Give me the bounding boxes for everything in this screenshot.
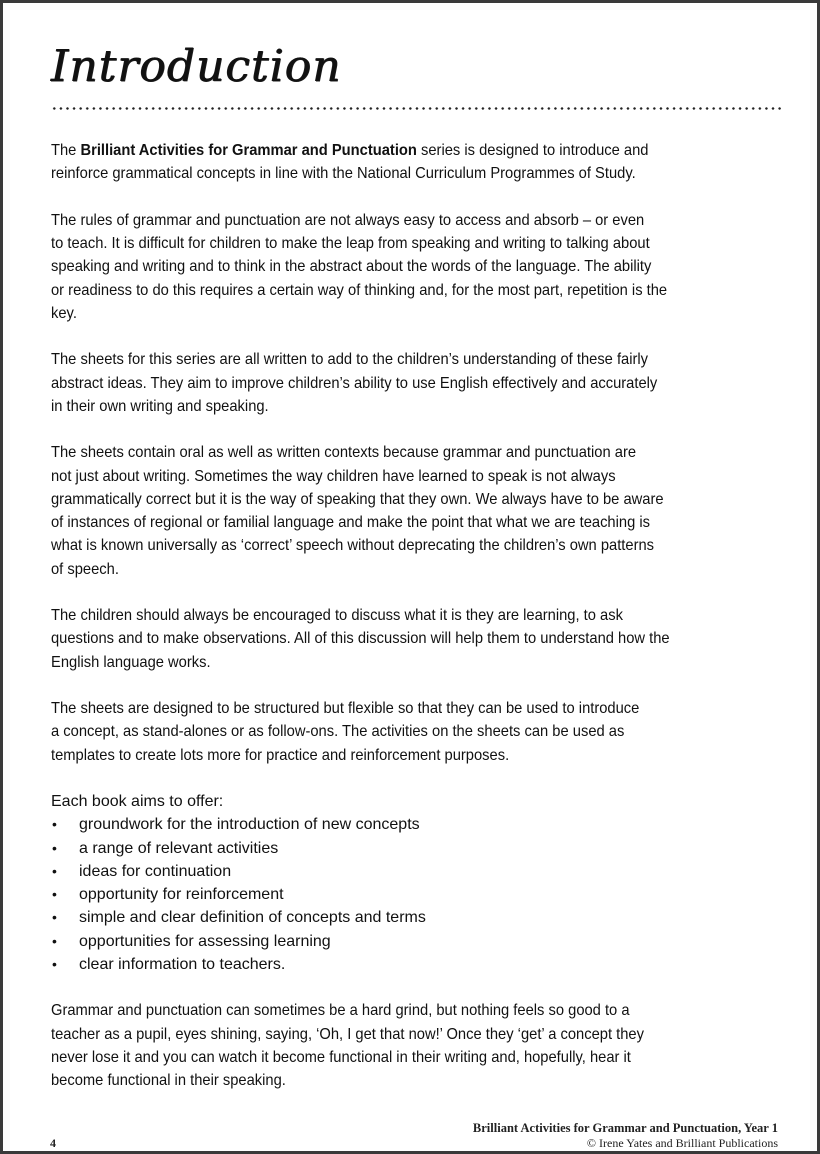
paragraph-line — [51, 558, 791, 581]
list-item — [51, 883, 791, 906]
paragraph-line — [51, 441, 791, 464]
text-run: The children should always be encouraged to discuss what it is they are learning, to ask — [51, 607, 623, 624]
text-run: English language works. — [51, 653, 211, 671]
text-run: abstract ideas. They aim to improve children’s ability to use English effectively and accurately — [51, 374, 658, 392]
text-run: of speech. — [51, 560, 119, 578]
paragraph-closing — [51, 999, 791, 1092]
footer-credits — [473, 1121, 778, 1151]
paragraph-line — [51, 372, 791, 395]
list-intro: Each book aims to offer: — [51, 793, 224, 810]
list-section — [51, 790, 791, 976]
text-run: a concept, as stand-alones or as follow-ons. The activities on the sheets can be used as — [51, 723, 625, 741]
text-run: The — [51, 142, 81, 159]
paragraph-line — [51, 1023, 791, 1046]
paragraph-line — [51, 744, 791, 767]
footer-copyright: © Irene Yates and Brilliant Publications — [586, 1136, 778, 1150]
bullet-icon: • — [52, 839, 57, 856]
bullet-icon: • — [52, 932, 57, 949]
text-run: The sheets contain oral as well as written contexts because grammar and punctuation are — [51, 444, 637, 462]
paragraph-line — [51, 465, 791, 488]
paragraph-line — [51, 697, 791, 720]
paragraph-line — [51, 209, 791, 232]
paragraph-line — [51, 627, 791, 650]
bullet-list — [51, 813, 791, 976]
text-run: or readiness to do this requires a certain way of thinking and, for the most part, repetition is the — [51, 281, 668, 299]
paragraph-sheets-series — [51, 348, 791, 418]
page-number: 4 — [50, 1136, 56, 1150]
paragraph-line — [51, 720, 791, 743]
text-run: what is known universally as ‘correct’ speech without deprecating the children’s own patterns — [51, 537, 655, 555]
paragraph-line — [51, 255, 791, 278]
list-item-text: a range of relevant activities — [79, 839, 279, 857]
list-item — [51, 813, 791, 836]
paragraph-line — [51, 162, 791, 185]
footer-book-title: Brilliant Activities for Grammar and Punctuation, Year 1 — [472, 1121, 778, 1135]
paragraph-line — [51, 232, 791, 255]
paragraph-line — [51, 534, 791, 557]
bullet-icon: • — [52, 955, 57, 972]
text-run: The rules of grammar and punctuation are not always easy to access and absorb – or even — [51, 211, 645, 229]
paragraph-discussion — [51, 604, 791, 674]
paragraph-line — [51, 999, 791, 1022]
bullet-icon: • — [52, 862, 57, 879]
bullet-icon: • — [52, 909, 57, 926]
list-item — [51, 953, 791, 976]
paragraph-line — [51, 488, 791, 511]
list-item-text: clear information to teachers. — [79, 955, 286, 973]
text-run: to teach. It is difficult for children to make the leap from speaking and writing to talking about — [51, 235, 650, 252]
text-run: questions and to make observations. All of this discussion will help them to understand how the — [51, 630, 670, 648]
list-item-text: simple and clear definition of concepts and terms — [79, 909, 426, 927]
text-run: The sheets for this series are all written to add to the children’s understanding of these fairly — [51, 351, 649, 369]
paragraph-oral-written — [51, 441, 791, 581]
paragraph-structured — [51, 697, 791, 767]
series-title: Brilliant Activities for Grammar and Punctuation — [80, 142, 417, 159]
text-run: teacher as a pupil, eyes shining, saying, ‘Oh, I get that now!’ Once they ‘get’ a concept they — [51, 1025, 644, 1043]
body-text — [51, 139, 791, 1116]
paragraph-line — [51, 1069, 791, 1092]
text-run: speaking and writing and to think in the abstract about the words of the language. The ability — [51, 258, 652, 276]
text-run: never lose it and you can watch it become functional in their writing and, hopefully, hear it — [51, 1048, 631, 1066]
text-run: key. — [51, 304, 77, 322]
list-item — [51, 837, 791, 860]
paragraph-line — [51, 511, 791, 534]
text-run: reinforce grammatical concepts in line with the National Curriculum Programmes of Study. — [51, 165, 636, 183]
text-run: of instances of regional or familial language and make the point that what we are teaching is — [51, 514, 650, 531]
page-title: Introduction — [51, 41, 342, 92]
text-run: templates to create lots more for practice and reinforcement purposes. — [51, 746, 510, 764]
list-item-text: opportunities for assessing learning — [79, 932, 331, 950]
paragraph-line — [51, 279, 791, 302]
text-run: become functional in their speaking. — [51, 1072, 286, 1089]
bullet-icon: • — [52, 886, 57, 902]
text-run: Grammar and punctuation can sometimes be a hard grind, but nothing feels so good to a — [51, 1002, 630, 1020]
paragraph-line — [51, 139, 791, 162]
text-run: The sheets are designed to be structured but flexible so that they can be used to introduce — [51, 700, 640, 717]
list-item — [51, 860, 791, 883]
text-run: series is designed to introduce and — [416, 142, 649, 159]
list-item-text: ideas for continuation — [79, 862, 232, 880]
paragraph-rules — [51, 209, 791, 325]
text-run: grammatically correct but it is the way of speaking that they own. We always have to be aware — [51, 490, 664, 508]
paragraph-line — [51, 395, 791, 418]
text-run: not just about writing. Sometimes the way children have learned to speak is not always — [51, 467, 616, 485]
paragraph-intro — [51, 139, 791, 186]
bullet-icon: • — [52, 816, 57, 833]
list-item — [51, 930, 791, 953]
paragraph-line — [51, 604, 791, 627]
list-item-text: opportunity for reinforcement — [79, 886, 284, 903]
paragraph-line — [51, 302, 791, 325]
paragraph-line — [51, 348, 791, 371]
dotted-divider — [51, 107, 781, 110]
paragraph-line — [51, 651, 791, 674]
list-item-text: groundwork for the introduction of new concepts — [79, 816, 420, 834]
list-item — [51, 906, 791, 929]
paragraph-line — [51, 1046, 791, 1069]
text-run: in their own writing and speaking. — [51, 397, 269, 415]
